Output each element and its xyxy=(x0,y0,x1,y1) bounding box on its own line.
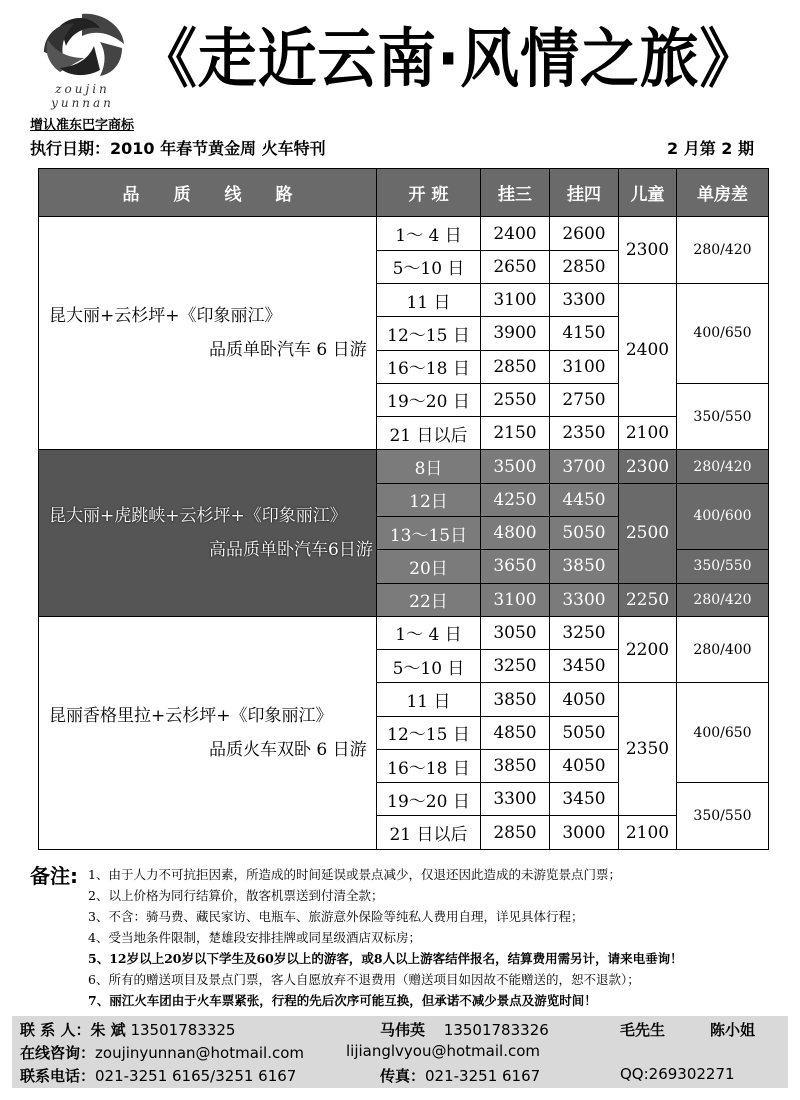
route-cell xyxy=(39,217,377,450)
single-supplement-cell: 350/550 xyxy=(677,550,769,583)
contact3-name: 毛先生 xyxy=(620,1021,666,1039)
price-cell: 3250 xyxy=(481,650,550,683)
page-title: 《走近云南·风情之旅》 xyxy=(138,23,760,97)
note-item: 2、以上价格为同行结算价，散客机票送到付清全款； xyxy=(88,888,384,903)
child-price-cell: 2300 xyxy=(619,217,677,284)
price-cell: 3300 xyxy=(550,583,619,616)
route-type: 品质单卧汽车 6 日游 xyxy=(209,340,367,361)
route-name: 昆大丽+虎跳峡+云杉坪+《印象丽江》 xyxy=(49,506,347,527)
departure-cell: 22日 xyxy=(377,583,481,616)
price-cell: 4250 xyxy=(481,483,550,516)
price-cell: 2400 xyxy=(481,217,550,250)
qq-number[interactable]: QQ:269302271 xyxy=(620,1065,735,1083)
contact-footer xyxy=(12,1016,788,1088)
child-price-cell: 2350 xyxy=(619,683,677,816)
price-cell: 3700 xyxy=(550,450,619,483)
table-row xyxy=(39,217,769,250)
price-cell: 2850 xyxy=(481,816,550,850)
price-cell: 3850 xyxy=(481,749,550,782)
issue-number: 2 月第 2 期 xyxy=(667,139,754,158)
departure-cell: 11 日 xyxy=(377,683,481,716)
price-cell: 3100 xyxy=(481,583,550,616)
contact4 xyxy=(710,1019,755,1041)
price-cell: 3850 xyxy=(481,683,550,716)
child-price-cell: 2300 xyxy=(619,450,677,483)
price-cell: 3650 xyxy=(481,550,550,583)
price-cell: 3500 xyxy=(481,450,550,483)
departure-cell: 11 日 xyxy=(377,283,481,316)
price-cell: 2150 xyxy=(481,417,550,450)
single-supplement-cell: 280/400 xyxy=(677,616,769,683)
note-item: 6、所有的赠送项目及景点门票，客人自愿放弃不退费用（赠送项目如因故不能赠送的，恕不退款）； xyxy=(88,972,640,987)
qq-row xyxy=(620,1065,735,1087)
child-price-cell: 2100 xyxy=(619,417,677,450)
contact3 xyxy=(620,1019,665,1041)
phone-row xyxy=(20,1065,296,1087)
departure-cell: 21 日以后 xyxy=(377,417,481,450)
price-cell: 3100 xyxy=(481,283,550,316)
departure-cell: 19～20 日 xyxy=(377,383,481,416)
route-name: 昆大丽+云杉坪+《印象丽江》 xyxy=(49,306,282,327)
note-item: 4、受当地条件限制，楚雄段安排挂牌或同星级酒店双标房； xyxy=(88,930,421,945)
departure-cell: 12～15 日 xyxy=(377,716,481,749)
departure-cell: 12日 xyxy=(377,483,481,516)
price-cell: 5050 xyxy=(550,716,619,749)
price-cell: 3450 xyxy=(550,650,619,683)
single-supplement-cell: 280/420 xyxy=(677,450,769,483)
child-price-cell: 2250 xyxy=(619,583,677,616)
email2 xyxy=(346,1042,540,1064)
note-item: 5、12岁以上20岁以下学生及60岁以上的游客，或8人以上游客结伴报名，结算费用需另计，请来电垂询！ xyxy=(88,951,683,966)
child-price-cell: 2400 xyxy=(619,283,677,416)
price-cell: 3250 xyxy=(550,616,619,649)
child-price-cell: 2500 xyxy=(619,483,677,583)
contact1-phone[interactable]: 13501783325 xyxy=(130,1021,236,1039)
header xyxy=(0,0,800,110)
departure-cell: 21 日以后 xyxy=(377,816,481,850)
child-price-cell: 2100 xyxy=(619,816,677,850)
departure-cell: 5～10 日 xyxy=(377,650,481,683)
fax-row xyxy=(380,1065,540,1087)
note-item: 7、丽江火车团由于火车票紧张，行程的先后次序可能互换，但承诺不减少景点及游览时间！ xyxy=(88,993,597,1008)
route-type: 高品质单卧汽车6日游 xyxy=(209,540,373,561)
fax-number: 021-3251 6167 xyxy=(425,1067,541,1085)
contact2-name: 马伟英 xyxy=(380,1021,426,1039)
price-cell: 4050 xyxy=(550,749,619,782)
price-cell: 4800 xyxy=(481,516,550,549)
route-cell xyxy=(39,450,377,616)
col-route: 品 质 线 路 xyxy=(39,169,377,217)
contact-row xyxy=(20,1019,235,1041)
price-cell: 3100 xyxy=(550,350,619,383)
price-cell: 4150 xyxy=(550,317,619,350)
single-supplement-cell: 280/420 xyxy=(677,583,769,616)
price-cell: 2750 xyxy=(550,383,619,416)
price-cell: 3450 xyxy=(550,783,619,816)
company-logo-icon xyxy=(30,6,135,86)
online-row xyxy=(20,1042,304,1064)
departure-cell: 16～18 日 xyxy=(377,350,481,383)
route-type: 品质火车双卧 6 日游 xyxy=(209,739,367,760)
notes-title: 备注: xyxy=(30,864,78,888)
col-triple: 挂三 xyxy=(481,169,550,217)
price-cell: 2550 xyxy=(481,383,550,416)
phone-number[interactable]: 021-3251 6165/3251 6167 xyxy=(95,1067,297,1085)
execution-date: 执行日期：2010 年春节黄金周 火车特刊 xyxy=(30,139,326,158)
price-cell: 2350 xyxy=(550,417,619,450)
single-supplement-cell: 350/550 xyxy=(677,383,769,450)
table-row xyxy=(39,616,769,649)
price-cell: 2850 xyxy=(550,250,619,283)
single-supplement-cell: 400/650 xyxy=(677,683,769,783)
contact1-name: 朱 斌 xyxy=(90,1021,126,1039)
price-cell: 3900 xyxy=(481,317,550,350)
departure-cell: 20日 xyxy=(377,550,481,583)
route-name: 昆丽香格里拉+云杉坪+《印象丽江》 xyxy=(49,705,333,726)
price-cell: 4850 xyxy=(481,716,550,749)
single-supplement-cell: 280/420 xyxy=(677,217,769,284)
col-single-supplement: 单房差 xyxy=(677,169,769,217)
departure-cell: 12～15 日 xyxy=(377,317,481,350)
single-supplement-cell: 400/600 xyxy=(677,483,769,550)
route-cell xyxy=(39,616,377,849)
trademark-note: 增认准东巴字商标 xyxy=(30,118,135,133)
contact-label: 联 系 人： xyxy=(20,1021,91,1039)
departure-cell: 1～ 4 日 xyxy=(377,616,481,649)
execution-date-row xyxy=(30,136,768,160)
price-cell: 5050 xyxy=(550,516,619,549)
contact4-name: 陈小姐 xyxy=(710,1021,756,1039)
price-cell: 2650 xyxy=(481,250,550,283)
contact2-phone[interactable]: 13501783326 xyxy=(443,1021,549,1039)
table-row xyxy=(39,450,769,483)
phone-label: 联系电话： xyxy=(20,1067,96,1085)
price-cell: 3050 xyxy=(481,616,550,649)
departure-cell: 8日 xyxy=(377,450,481,483)
departure-cell: 13～15日 xyxy=(377,516,481,549)
departure-cell: 19～20 日 xyxy=(377,783,481,816)
col-departure: 开 班 xyxy=(377,169,481,217)
departure-cell: 16～18 日 xyxy=(377,749,481,782)
price-cell: 3300 xyxy=(481,783,550,816)
notes-list xyxy=(88,864,788,1011)
contact2 xyxy=(380,1019,549,1041)
price-cell: 2850 xyxy=(481,350,550,383)
logo-caption: zoujin yunnan xyxy=(51,82,114,110)
child-price-cell: 2200 xyxy=(619,616,677,683)
price-cell: 4050 xyxy=(550,683,619,716)
note-item: 1、由于人力不可抗拒因素，所造成的时间延误或景点减少，仅退还因此造成的未游览景点门票； xyxy=(88,867,621,882)
single-supplement-cell: 350/550 xyxy=(677,783,769,850)
price-cell: 3300 xyxy=(550,283,619,316)
fax-label: 传真： xyxy=(380,1067,426,1085)
note-item: 3、不含：骑马费、藏民家访、电瓶车、旅游意外保险等纯私人费用自理，详见具体行程； xyxy=(88,909,584,924)
col-quad: 挂四 xyxy=(550,169,619,217)
departure-cell: 1～ 4 日 xyxy=(377,217,481,250)
online-label: 在线咨询： xyxy=(20,1044,96,1062)
price-table xyxy=(38,168,769,850)
departure-cell: 5～10 日 xyxy=(377,250,481,283)
single-supplement-cell: 400/650 xyxy=(677,283,769,383)
table-header-row xyxy=(39,169,769,217)
price-cell: 3000 xyxy=(550,816,619,850)
col-child: 儿童 xyxy=(619,169,677,217)
email1-link[interactable]: zoujinyunnan@hotmail.com xyxy=(95,1044,305,1062)
price-cell: 2600 xyxy=(550,217,619,250)
email2-link[interactable]: lijianglvyou@hotmail.com xyxy=(346,1042,541,1060)
price-cell: 3850 xyxy=(550,550,619,583)
price-cell: 4450 xyxy=(550,483,619,516)
